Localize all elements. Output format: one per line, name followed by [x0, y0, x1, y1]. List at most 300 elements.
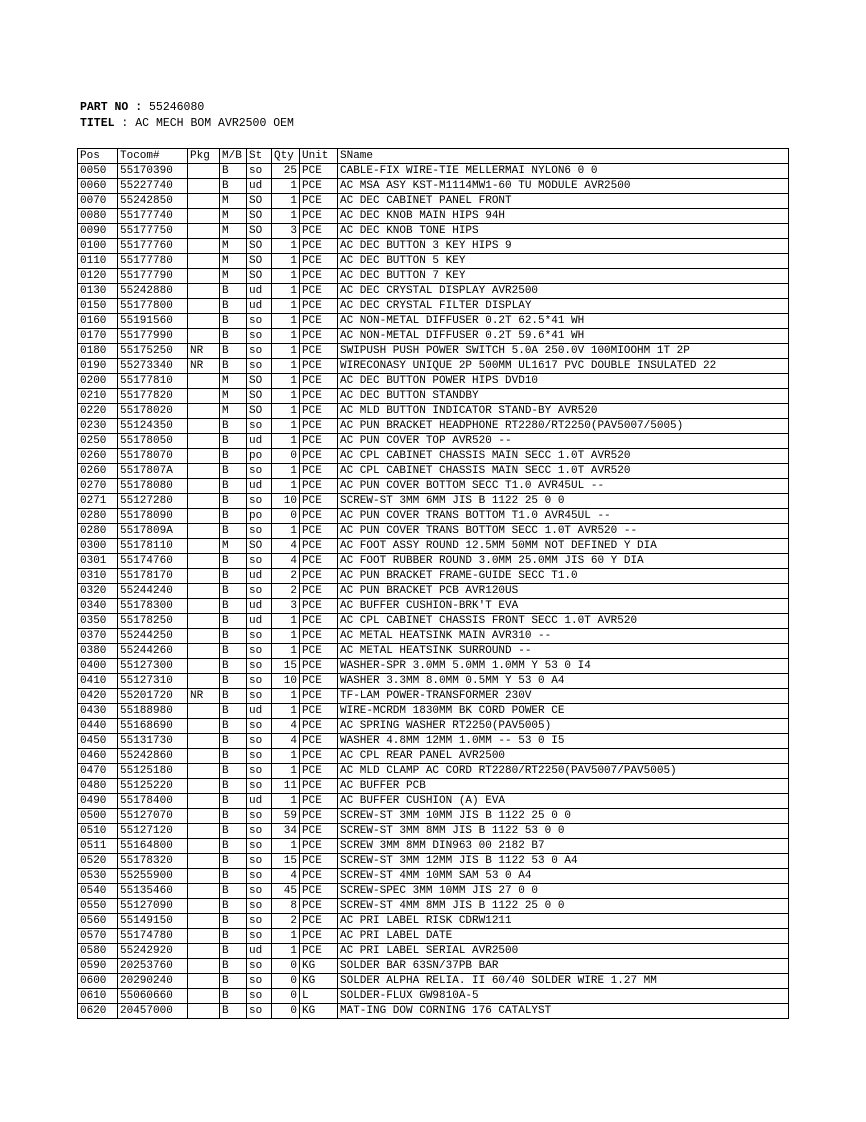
cell-unit: PCE	[300, 899, 338, 914]
cell-sname: AC FOOT RUBBER ROUND 3.0MM 25.0MM JIS 60 Y DIA	[338, 554, 789, 569]
cell-qty: 0	[272, 509, 300, 524]
cell-pos: 0160	[78, 314, 118, 329]
cell-pos: 0340	[78, 599, 118, 614]
cell-mb: B	[220, 179, 247, 194]
cell-st: so	[247, 464, 272, 479]
col-header-qty: Qty	[272, 149, 300, 164]
table-row	[78, 569, 789, 584]
cell-pos: 0510	[78, 824, 118, 839]
cell-tocom: 55242860	[118, 749, 188, 764]
cell-tocom: 55174760	[118, 554, 188, 569]
cell-pos: 0530	[78, 869, 118, 884]
cell-pos: 0540	[78, 884, 118, 899]
cell-unit: PCE	[300, 584, 338, 599]
cell-qty: 4	[272, 719, 300, 734]
cell-pkg	[188, 764, 220, 779]
cell-pkg	[188, 749, 220, 764]
cell-qty: 1	[272, 344, 300, 359]
cell-qty: 1	[272, 404, 300, 419]
cell-tocom: 55125220	[118, 779, 188, 794]
table-row	[78, 809, 789, 824]
cell-mb: M	[220, 254, 247, 269]
cell-qty: 1	[272, 794, 300, 809]
cell-mb: M	[220, 269, 247, 284]
cell-mb: B	[220, 734, 247, 749]
cell-st: so	[247, 584, 272, 599]
cell-mb: B	[220, 929, 247, 944]
cell-sname: AC NON-METAL DIFFUSER 0.2T 59.6*41 WH	[338, 329, 789, 344]
cell-tocom: 55177790	[118, 269, 188, 284]
table-row	[78, 1004, 789, 1019]
cell-sname: MAT-ING DOW CORNING 176 CATALYST	[338, 1004, 789, 1019]
cell-mb: B	[220, 569, 247, 584]
cell-st: po	[247, 449, 272, 464]
cell-unit: PCE	[300, 869, 338, 884]
cell-tocom: 55177990	[118, 329, 188, 344]
cell-unit: PCE	[300, 779, 338, 794]
cell-st: so	[247, 314, 272, 329]
cell-qty: 2	[272, 569, 300, 584]
cell-sname: AC PRI LABEL RISK CDRW1211	[338, 914, 789, 929]
cell-st: so	[247, 689, 272, 704]
cell-pos: 0570	[78, 929, 118, 944]
cell-qty: 1	[272, 374, 300, 389]
cell-st: ud	[247, 479, 272, 494]
cell-qty: 1	[272, 359, 300, 374]
cell-mb: B	[220, 509, 247, 524]
cell-mb: B	[220, 914, 247, 929]
cell-tocom: 55177810	[118, 374, 188, 389]
cell-tocom: 55242920	[118, 944, 188, 959]
cell-pos: 0280	[78, 524, 118, 539]
cell-pkg	[188, 374, 220, 389]
cell-st: so	[247, 869, 272, 884]
table-row	[78, 194, 789, 209]
cell-pkg	[188, 809, 220, 824]
cell-st: so	[247, 779, 272, 794]
cell-qty: 1	[272, 479, 300, 494]
cell-st: so	[247, 644, 272, 659]
cell-sname: TF-LAM POWER-TRANSFORMER 230V	[338, 689, 789, 704]
cell-mb: B	[220, 989, 247, 1004]
cell-qty: 4	[272, 554, 300, 569]
cell-pkg	[188, 299, 220, 314]
cell-sname: AC PUN COVER TRANS BOTTOM SECC 1.0T AVR520 --	[338, 524, 789, 539]
cell-mb: B	[220, 869, 247, 884]
cell-st: SO	[247, 224, 272, 239]
cell-sname: AC DEC KNOB TONE HIPS	[338, 224, 789, 239]
cell-pos: 0400	[78, 659, 118, 674]
table-row	[78, 614, 789, 629]
cell-unit: PCE	[300, 884, 338, 899]
cell-st: ud	[247, 179, 272, 194]
cell-tocom: 55127120	[118, 824, 188, 839]
cell-st: ud	[247, 704, 272, 719]
cell-mb: M	[220, 224, 247, 239]
table-row	[78, 224, 789, 239]
cell-pkg	[188, 824, 220, 839]
cell-tocom: 55273340	[118, 359, 188, 374]
cell-mb: B	[220, 554, 247, 569]
cell-sname: AC DEC BUTTON 3 KEY HIPS 9	[338, 239, 789, 254]
cell-pkg	[188, 734, 220, 749]
titel-label: TITEL	[80, 117, 115, 130]
cell-pos: 0050	[78, 164, 118, 179]
cell-pkg	[188, 284, 220, 299]
cell-tocom: 5517809A	[118, 524, 188, 539]
cell-pkg	[188, 509, 220, 524]
cell-sname: SCREW-ST 3MM 8MM JIS B 1122 53 0 0	[338, 824, 789, 839]
cell-qty: 1	[272, 929, 300, 944]
cell-unit: PCE	[300, 719, 338, 734]
cell-pkg	[188, 464, 220, 479]
table-row	[78, 959, 789, 974]
table-row	[78, 344, 789, 359]
cell-qty: 1	[272, 524, 300, 539]
table-row	[78, 944, 789, 959]
cell-tocom: 55244260	[118, 644, 188, 659]
cell-unit: PCE	[300, 734, 338, 749]
cell-sname: AC PUN COVER BOTTOM SECC T1.0 AVR45UL --	[338, 479, 789, 494]
cell-tocom: 55242850	[118, 194, 188, 209]
cell-mb: M	[220, 209, 247, 224]
cell-pkg	[188, 539, 220, 554]
cell-mb: B	[220, 644, 247, 659]
cell-unit: PCE	[300, 599, 338, 614]
cell-sname: WIRECONASY UNIQUE 2P 500MM UL1617 PVC DOUBLE INSULATED 22	[338, 359, 789, 374]
cell-st: so	[247, 554, 272, 569]
cell-mb: B	[220, 419, 247, 434]
cell-st: so	[247, 974, 272, 989]
cell-unit: PCE	[300, 749, 338, 764]
cell-unit: PCE	[300, 689, 338, 704]
table-row	[78, 314, 789, 329]
cell-st: so	[247, 734, 272, 749]
cell-unit: PCE	[300, 344, 338, 359]
cell-mb: B	[220, 749, 247, 764]
cell-pkg	[188, 194, 220, 209]
cell-mb: M	[220, 404, 247, 419]
cell-unit: KG	[300, 974, 338, 989]
cell-pos: 0511	[78, 839, 118, 854]
cell-tocom: 55178320	[118, 854, 188, 869]
cell-pos: 0320	[78, 584, 118, 599]
cell-st: so	[247, 959, 272, 974]
table-row	[78, 434, 789, 449]
cell-st: ud	[247, 284, 272, 299]
cell-pos: 0190	[78, 359, 118, 374]
table-row	[78, 269, 789, 284]
cell-unit: PCE	[300, 659, 338, 674]
cell-tocom: 55170390	[118, 164, 188, 179]
cell-pos: 0260	[78, 464, 118, 479]
cell-pos: 0550	[78, 899, 118, 914]
cell-mb: M	[220, 389, 247, 404]
cell-tocom: 55178110	[118, 539, 188, 554]
table-row	[78, 509, 789, 524]
cell-pos: 0520	[78, 854, 118, 869]
cell-st: SO	[247, 389, 272, 404]
cell-tocom: 20290240	[118, 974, 188, 989]
cell-mb: B	[220, 494, 247, 509]
cell-st: so	[247, 164, 272, 179]
cell-mb: B	[220, 329, 247, 344]
cell-pos: 0220	[78, 404, 118, 419]
cell-pos: 0100	[78, 239, 118, 254]
table-row	[78, 884, 789, 899]
cell-pos: 0060	[78, 179, 118, 194]
cell-mb: B	[220, 764, 247, 779]
cell-sname: AC NON-METAL DIFFUSER 0.2T 62.5*41 WH	[338, 314, 789, 329]
cell-pos: 0301	[78, 554, 118, 569]
cell-pos: 0210	[78, 389, 118, 404]
cell-sname: AC CPL REAR PANEL AVR2500	[338, 749, 789, 764]
cell-sname: AC CPL CABINET CHASSIS MAIN SECC 1.0T AVR520	[338, 449, 789, 464]
cell-tocom: 55175250	[118, 344, 188, 359]
cell-mb: B	[220, 974, 247, 989]
cell-tocom: 55177750	[118, 224, 188, 239]
cell-tocom: 55191560	[118, 314, 188, 329]
cell-qty: 1	[272, 764, 300, 779]
cell-qty: 45	[272, 884, 300, 899]
cell-sname: AC CPL CABINET CHASSIS MAIN SECC 1.0T AVR520	[338, 464, 789, 479]
cell-st: so	[247, 809, 272, 824]
table-row	[78, 689, 789, 704]
cell-pkg	[188, 239, 220, 254]
cell-qty: 1	[272, 614, 300, 629]
cell-mb: B	[220, 719, 247, 734]
table-row	[78, 239, 789, 254]
cell-pos: 0280	[78, 509, 118, 524]
table-row	[78, 404, 789, 419]
cell-qty: 1	[272, 254, 300, 269]
cell-tocom: 55127070	[118, 809, 188, 824]
cell-unit: PCE	[300, 464, 338, 479]
cell-pos: 0490	[78, 794, 118, 809]
cell-mb: B	[220, 839, 247, 854]
cell-pos: 0620	[78, 1004, 118, 1019]
cell-unit: PCE	[300, 644, 338, 659]
cell-sname: AC DEC CRYSTAL DISPLAY AVR2500	[338, 284, 789, 299]
cell-pos: 0370	[78, 629, 118, 644]
cell-unit: PCE	[300, 449, 338, 464]
bom-table-body	[78, 164, 789, 1019]
cell-qty: 1	[272, 689, 300, 704]
cell-pos: 0271	[78, 494, 118, 509]
cell-pkg	[188, 269, 220, 284]
cell-st: SO	[247, 404, 272, 419]
cell-st: so	[247, 719, 272, 734]
bom-table	[77, 148, 789, 1019]
table-row	[78, 359, 789, 374]
col-header-mb: M/B	[220, 149, 247, 164]
cell-sname: AC BUFFER CUSHION (A) EVA	[338, 794, 789, 809]
cell-pos: 0600	[78, 974, 118, 989]
cell-mb: B	[220, 284, 247, 299]
cell-tocom: 55174780	[118, 929, 188, 944]
cell-unit: PCE	[300, 269, 338, 284]
cell-pkg	[188, 854, 220, 869]
table-row	[78, 659, 789, 674]
table-row	[78, 329, 789, 344]
cell-mb: B	[220, 464, 247, 479]
cell-pos: 0200	[78, 374, 118, 389]
cell-sname: SCREW-ST 3MM 6MM JIS B 1122 25 0 0	[338, 494, 789, 509]
cell-tocom: 55178050	[118, 434, 188, 449]
cell-sname: WASHER 3.3MM 8.0MM 0.5MM Y 53 0 A4	[338, 674, 789, 689]
cell-tocom: 55177820	[118, 389, 188, 404]
cell-pkg	[188, 959, 220, 974]
cell-tocom: 20253760	[118, 959, 188, 974]
cell-unit: PCE	[300, 929, 338, 944]
cell-st: SO	[247, 194, 272, 209]
cell-tocom: 55178300	[118, 599, 188, 614]
cell-pkg	[188, 179, 220, 194]
cell-unit: PCE	[300, 194, 338, 209]
cell-pkg	[188, 719, 220, 734]
cell-pos: 0460	[78, 749, 118, 764]
cell-pos: 0080	[78, 209, 118, 224]
cell-st: so	[247, 914, 272, 929]
cell-sname: SCREW-ST 4MM 10MM SAM 53 0 A4	[338, 869, 789, 884]
cell-tocom: 55168690	[118, 719, 188, 734]
cell-tocom: 55135460	[118, 884, 188, 899]
table-row	[78, 644, 789, 659]
cell-pkg	[188, 404, 220, 419]
cell-st: ud	[247, 299, 272, 314]
cell-st: SO	[247, 269, 272, 284]
cell-pos: 0150	[78, 299, 118, 314]
cell-tocom: 55178020	[118, 404, 188, 419]
cell-st: so	[247, 749, 272, 764]
cell-qty: 15	[272, 854, 300, 869]
cell-mb: B	[220, 884, 247, 899]
cell-pkg: NR	[188, 344, 220, 359]
cell-pkg	[188, 209, 220, 224]
cell-sname: AC PUN BRACKET FRAME-GUIDE SECC T1.0	[338, 569, 789, 584]
table-row	[78, 524, 789, 539]
cell-mb: B	[220, 584, 247, 599]
cell-tocom: 55124350	[118, 419, 188, 434]
cell-unit: PCE	[300, 179, 338, 194]
cell-sname: SCREW-ST 3MM 12MM JIS B 1122 53 0 A4	[338, 854, 789, 869]
table-row	[78, 419, 789, 434]
table-row	[78, 584, 789, 599]
cell-qty: 10	[272, 494, 300, 509]
cell-tocom: 55178070	[118, 449, 188, 464]
cell-sname: AC BUFFER CUSHION-BRK'T EVA	[338, 599, 789, 614]
cell-tocom: 55188980	[118, 704, 188, 719]
cell-st: so	[247, 899, 272, 914]
cell-qty: 0	[272, 959, 300, 974]
cell-tocom: 55255900	[118, 869, 188, 884]
cell-tocom: 55177800	[118, 299, 188, 314]
cell-tocom: 55127310	[118, 674, 188, 689]
cell-unit: PCE	[300, 704, 338, 719]
cell-pkg	[188, 614, 220, 629]
table-row	[78, 899, 789, 914]
cell-unit: PCE	[300, 434, 338, 449]
cell-mb: B	[220, 614, 247, 629]
cell-unit: PCE	[300, 299, 338, 314]
cell-st: so	[247, 629, 272, 644]
cell-unit: PCE	[300, 209, 338, 224]
cell-mb: B	[220, 164, 247, 179]
cell-qty: 1	[272, 314, 300, 329]
title-line: TITEL : AC MECH BOM AVR2500 OEM	[80, 117, 294, 130]
cell-mb: B	[220, 449, 247, 464]
cell-tocom: 55242880	[118, 284, 188, 299]
cell-pkg	[188, 794, 220, 809]
table-row	[78, 869, 789, 884]
cell-st: SO	[247, 254, 272, 269]
table-row	[78, 749, 789, 764]
cell-st: so	[247, 764, 272, 779]
cell-st: so	[247, 674, 272, 689]
cell-sname: AC MLD BUTTON INDICATOR STAND-BY AVR520	[338, 404, 789, 419]
cell-sname: AC DEC CRYSTAL FILTER DISPLAY	[338, 299, 789, 314]
cell-sname: AC METAL HEATSINK SURROUND --	[338, 644, 789, 659]
cell-pkg	[188, 314, 220, 329]
table-row	[78, 974, 789, 989]
cell-tocom: 20457000	[118, 1004, 188, 1019]
cell-tocom: 55060660	[118, 989, 188, 1004]
cell-pkg	[188, 479, 220, 494]
cell-pos: 0560	[78, 914, 118, 929]
cell-unit: PCE	[300, 254, 338, 269]
cell-unit: PCE	[300, 479, 338, 494]
cell-qty: 1	[272, 299, 300, 314]
cell-unit: PCE	[300, 554, 338, 569]
cell-sname: SWIPUSH PUSH POWER SWITCH 5.0A 250.0V 100MIOOHM 1T 2P	[338, 344, 789, 359]
cell-st: ud	[247, 794, 272, 809]
cell-pkg	[188, 524, 220, 539]
cell-pkg	[188, 899, 220, 914]
cell-pos: 0590	[78, 959, 118, 974]
table-row	[78, 254, 789, 269]
cell-pkg	[188, 584, 220, 599]
cell-sname: AC PRI LABEL DATE	[338, 929, 789, 944]
cell-sname: AC CPL CABINET CHASSIS FRONT SECC 1.0T AVR520	[338, 614, 789, 629]
cell-qty: 1	[272, 629, 300, 644]
cell-mb: B	[220, 599, 247, 614]
table-header-row	[78, 149, 789, 164]
cell-qty: 15	[272, 659, 300, 674]
cell-tocom: 55178170	[118, 569, 188, 584]
cell-unit: PCE	[300, 914, 338, 929]
table-row	[78, 164, 789, 179]
cell-tocom: 55244240	[118, 584, 188, 599]
table-row	[78, 674, 789, 689]
cell-tocom: 55244250	[118, 629, 188, 644]
cell-tocom: 55178400	[118, 794, 188, 809]
cell-qty: 2	[272, 914, 300, 929]
cell-unit: PCE	[300, 494, 338, 509]
cell-pkg	[188, 254, 220, 269]
cell-pos: 0500	[78, 809, 118, 824]
cell-unit: PCE	[300, 389, 338, 404]
cell-sname: AC MLD CLAMP AC CORD RT2280/RT2250(PAV5007/PAV5005)	[338, 764, 789, 779]
cell-st: SO	[247, 374, 272, 389]
cell-qty: 1	[272, 239, 300, 254]
cell-qty: 1	[272, 419, 300, 434]
cell-mb: B	[220, 824, 247, 839]
cell-qty: 1	[272, 434, 300, 449]
table-row	[78, 479, 789, 494]
cell-unit: PCE	[300, 539, 338, 554]
table-row	[78, 389, 789, 404]
cell-unit: PCE	[300, 629, 338, 644]
